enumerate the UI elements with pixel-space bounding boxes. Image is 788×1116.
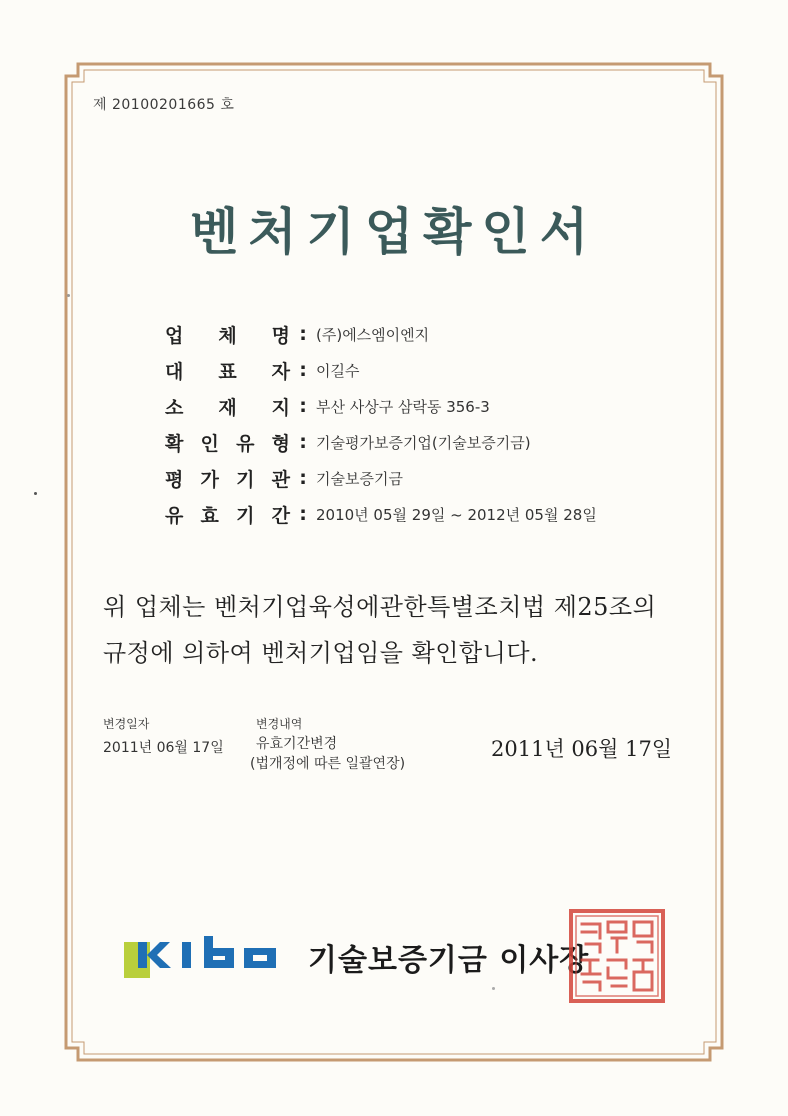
statement-line-2: 규정에 의하여 벤처기업임을 확인합니다.: [103, 639, 539, 667]
official-seal: [568, 908, 666, 1004]
issuer: [124, 935, 589, 979]
document-title: 벤처기업확인서: [189, 202, 599, 261]
change-content-label: 변경내역: [256, 717, 303, 731]
field-colon: :: [299, 431, 307, 453]
change-date-label: 변경일자: [103, 717, 150, 731]
field-colon: :: [299, 395, 307, 417]
kibo-logo-icon: [124, 936, 284, 978]
issue-date: 2011년 06월 17일: [491, 737, 673, 761]
field-label: 대 표 자: [165, 360, 290, 383]
paper-speck: [67, 294, 70, 297]
field-colon: :: [299, 323, 307, 345]
paper-speck: [492, 987, 495, 990]
change-content-line-2: (법개정에 따른 일괄연장): [250, 756, 406, 772]
field-value: 기술보증기금: [316, 469, 403, 488]
field-value: 이길수: [316, 361, 360, 380]
certificate-number: 제 20100201665 호: [93, 97, 235, 113]
field-label: 유 효 기 간: [165, 504, 290, 527]
field-value: 기술평가보증기업(기술보증기금): [316, 433, 531, 452]
field-label: 평 가 기 관: [165, 468, 290, 491]
paper-speck: [34, 492, 37, 495]
field-address: [165, 388, 597, 424]
field-value: 2010년 05월 29일 ~ 2012년 05월 28일: [316, 505, 597, 524]
change-date-value: 2011년 06월 17일: [103, 740, 224, 756]
change-content-line-1: 유효기간변경: [256, 736, 338, 752]
field-company-name: [165, 316, 597, 352]
field-label: 업 체 명: [165, 324, 290, 347]
field-value: 부산 사상구 삼락동 356-3: [316, 397, 490, 416]
field-validity-period: [165, 496, 597, 532]
issuer-name: 기술보증기금 이사장: [308, 943, 590, 978]
field-colon: :: [299, 359, 307, 381]
confirmation-statement: [103, 584, 703, 676]
statement-line-1: 위 업체는 벤처기업육성에관한특별조치법 제25조의: [103, 593, 657, 621]
field-colon: :: [299, 503, 307, 525]
kibo-logo: [124, 936, 284, 978]
field-confirmation-type: [165, 424, 597, 460]
field-representative: [165, 352, 597, 388]
info-fields: [165, 316, 597, 532]
field-label: 확 인 유 형: [165, 432, 290, 455]
field-value: (주)에스엠이엔지: [316, 325, 430, 344]
field-label: 소 재 지: [165, 396, 290, 419]
field-evaluation-agency: [165, 460, 597, 496]
field-colon: :: [299, 467, 307, 489]
